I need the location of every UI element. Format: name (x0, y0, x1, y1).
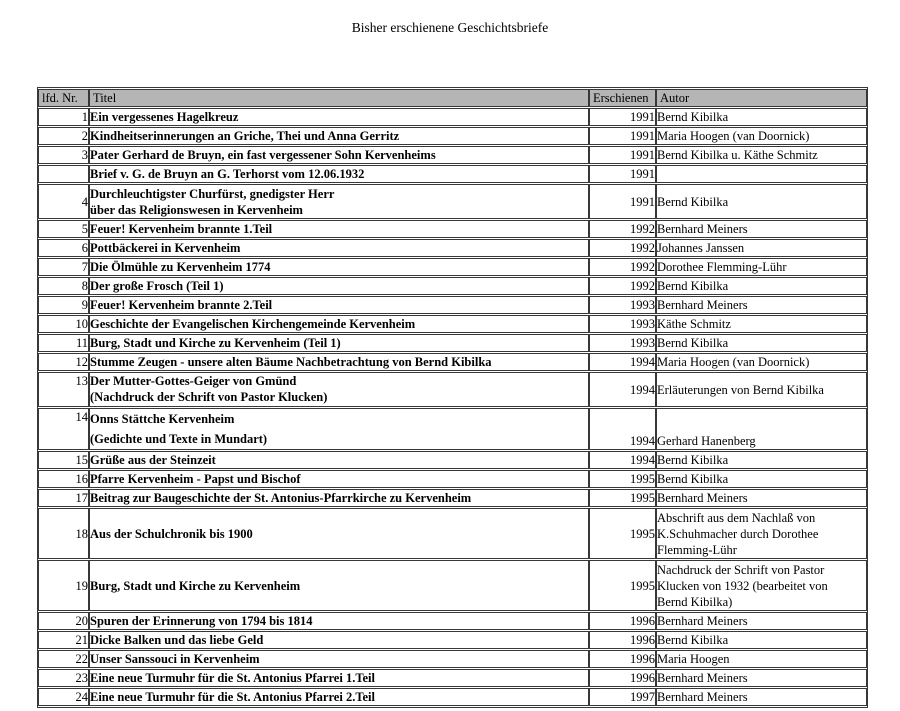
table-row (38, 165, 867, 183)
nr-cell: 21 (38, 631, 89, 649)
table-row (38, 669, 867, 687)
author-cell: Bernd Kibilka (656, 334, 867, 352)
table-row (38, 315, 867, 333)
document-title: Bisher erschienene Geschichtsbriefe (351, 20, 549, 35)
title-cell: Durchleuchtigster Churfürst, gnedigster Herr über das Religionswesen in Kervenheim (89, 184, 589, 219)
table-row (38, 146, 867, 164)
author-cell: Gerhard Hanenberg (656, 408, 867, 450)
author-cell: Bernd Kibilka (656, 184, 867, 219)
table-row (38, 334, 867, 352)
nr-cell: 12 (38, 353, 89, 371)
year-cell: 1993 (589, 296, 656, 314)
title-cell: Feuer! Kervenheim brannte 2.Teil (89, 296, 589, 314)
title-cell: Brief v. G. de Bruyn an G. Terhorst vom 12.06.1932 (89, 165, 589, 183)
nr-cell: 3 (38, 146, 89, 164)
author-cell: Bernd Kibilka (656, 451, 867, 469)
nr-cell: 14 (38, 408, 89, 450)
title-cell: Beitrag zur Baugeschichte der St. Antonius-Pfarrkirche zu Kervenheim (89, 489, 589, 507)
column-header-title: Titel (89, 89, 589, 107)
title-cell: Onns Stättche Kervenheim (Gedichte und Texte in Mundart) (89, 408, 589, 450)
year-cell: 1993 (589, 315, 656, 333)
nr-cell: 7 (38, 258, 89, 276)
title-cell: Dicke Balken und das liebe Geld (89, 631, 589, 649)
author-cell: Maria Hoogen (van Doornick) (656, 127, 867, 145)
table-header-row (38, 89, 867, 107)
author-cell: Käthe Schmitz (656, 315, 867, 333)
year-cell: 1994 (589, 372, 656, 407)
year-cell: 1993 (589, 334, 656, 352)
table-row (38, 508, 867, 559)
title-cell: Pater Gerhard de Bruyn, ein fast vergessener Sohn Kervenheims (89, 146, 589, 164)
year-cell: 1994 (589, 353, 656, 371)
column-header-author: Autor (656, 89, 867, 107)
year-cell: 1991 (589, 108, 656, 126)
year-cell: 1991 (589, 165, 656, 183)
nr-cell: 23 (38, 669, 89, 687)
year-cell: 1997 (589, 688, 656, 706)
table-row (38, 631, 867, 649)
table-row (38, 612, 867, 630)
year-cell: 1996 (589, 669, 656, 687)
author-cell: Bernhard Meiners (656, 220, 867, 238)
year-cell: 1991 (589, 184, 656, 219)
nr-cell: 22 (38, 650, 89, 668)
year-cell: 1996 (589, 612, 656, 630)
year-cell: 1992 (589, 277, 656, 295)
author-cell: Maria Hoogen (656, 650, 867, 668)
year-cell: 1992 (589, 239, 656, 257)
nr-cell: 13 (38, 372, 89, 407)
table-row (38, 127, 867, 145)
table-row (38, 184, 867, 219)
title-cell: Eine neue Turmuhr für die St. Antonius Pfarrei 1.Teil (89, 669, 589, 687)
table-row (38, 372, 867, 407)
year-cell: 1996 (589, 631, 656, 649)
year-cell: 1996 (589, 650, 656, 668)
table-row (38, 258, 867, 276)
table-row (38, 451, 867, 469)
nr-cell: 2 (38, 127, 89, 145)
title-cell: Unser Sanssouci in Kervenheim (89, 650, 589, 668)
year-cell: 1992 (589, 220, 656, 238)
geschichtsbriefe-table (37, 87, 868, 708)
table-row (38, 489, 867, 507)
title-cell: Kindheitserinnerungen an Griche, Thei und Anna Gerritz (89, 127, 589, 145)
title-cell: Pottbäckerei in Kervenheim (89, 239, 589, 257)
table-row (38, 277, 867, 295)
nr-cell: 18 (38, 508, 89, 559)
table-row (38, 353, 867, 371)
title-cell: Stumme Zeugen - unsere alten Bäume Nachbetrachtung von Bernd Kibilka (89, 353, 589, 371)
title-cell: Die Ölmühle zu Kervenheim 1774 (89, 258, 589, 276)
author-cell: Bernd Kibilka (656, 277, 867, 295)
table-row (38, 688, 867, 706)
title-cell: Eine neue Turmuhr für die St. Antonius Pfarrei 2.Teil (89, 688, 589, 706)
nr-cell: 4 (38, 184, 89, 219)
author-cell (656, 165, 867, 183)
title-cell: Feuer! Kervenheim brannte 1.Teil (89, 220, 589, 238)
nr-cell: 15 (38, 451, 89, 469)
nr-cell (38, 165, 89, 183)
author-cell: Bernhard Meiners (656, 688, 867, 706)
author-cell: Bernhard Meiners (656, 489, 867, 507)
year-cell: 1995 (589, 489, 656, 507)
author-cell: Bernd Kibilka (656, 631, 867, 649)
author-cell: Bernhard Meiners (656, 296, 867, 314)
title-cell: Grüße aus der Steinzeit (89, 451, 589, 469)
author-cell: Bernd Kibilka (656, 108, 867, 126)
nr-cell: 24 (38, 688, 89, 706)
table-row (38, 220, 867, 238)
nr-cell: 17 (38, 489, 89, 507)
table-row (38, 408, 867, 450)
author-cell: Erläuterungen von Bernd Kibilka (656, 372, 867, 407)
table-row (38, 108, 867, 126)
table-row (38, 470, 867, 488)
title-cell: Burg, Stadt und Kirche zu Kervenheim (Teil 1) (89, 334, 589, 352)
title-cell: Pfarre Kervenheim - Papst und Bischof (89, 470, 589, 488)
nr-cell: 1 (38, 108, 89, 126)
year-cell: 1991 (589, 127, 656, 145)
year-cell: 1995 (589, 470, 656, 488)
year-cell: 1995 (589, 508, 656, 559)
year-cell: 1992 (589, 258, 656, 276)
title-cell: Der große Frosch (Teil 1) (89, 277, 589, 295)
table-row (38, 650, 867, 668)
nr-cell: 20 (38, 612, 89, 630)
column-header-nr: lfd. Nr. (38, 89, 89, 107)
nr-cell: 11 (38, 334, 89, 352)
nr-cell: 9 (38, 296, 89, 314)
author-cell: Maria Hoogen (van Doornick) (656, 353, 867, 371)
author-cell: Dorothee Flemming-Lühr (656, 258, 867, 276)
year-cell: 1994 (589, 451, 656, 469)
year-cell: 1995 (589, 560, 656, 611)
title-cell: Burg, Stadt und Kirche zu Kervenheim (89, 560, 589, 611)
title-cell: Ein vergessenes Hagelkreuz (89, 108, 589, 126)
table-row (38, 239, 867, 257)
author-cell: Bernhard Meiners (656, 669, 867, 687)
title-cell: Geschichte der Evangelischen Kirchengemeinde Kervenheim (89, 315, 589, 333)
nr-cell: 8 (38, 277, 89, 295)
nr-cell: 5 (38, 220, 89, 238)
nr-cell: 16 (38, 470, 89, 488)
title-cell: Spuren der Erinnerung von 1794 bis 1814 (89, 612, 589, 630)
table-row (38, 296, 867, 314)
author-cell: Johannes Janssen (656, 239, 867, 257)
nr-cell: 10 (38, 315, 89, 333)
table-body (38, 108, 867, 706)
year-cell: 1994 (589, 408, 656, 450)
nr-cell: 6 (38, 239, 89, 257)
title-cell: Der Mutter-Gottes-Geiger von Gmünd (Nachdruck der Schrift von Pastor Klucken) (89, 372, 589, 407)
column-header-year: Erschienen (589, 89, 656, 107)
table-row (38, 560, 867, 611)
nr-cell: 19 (38, 560, 89, 611)
year-cell: 1991 (589, 146, 656, 164)
author-cell: Abschrift aus dem Nachlaß von K.Schuhmacher durch Dorothee Flemming-Lühr (656, 508, 867, 559)
author-cell: Bernhard Meiners (656, 612, 867, 630)
author-cell: Bernd Kibilka (656, 470, 867, 488)
title-cell: Aus der Schulchronik bis 1900 (89, 508, 589, 559)
author-cell: Bernd Kibilka u. Käthe Schmitz (656, 146, 867, 164)
author-cell: Nachdruck der Schrift von Pastor Klucken von 1932 (bearbeitet von Bernd Kibilka) (656, 560, 867, 611)
